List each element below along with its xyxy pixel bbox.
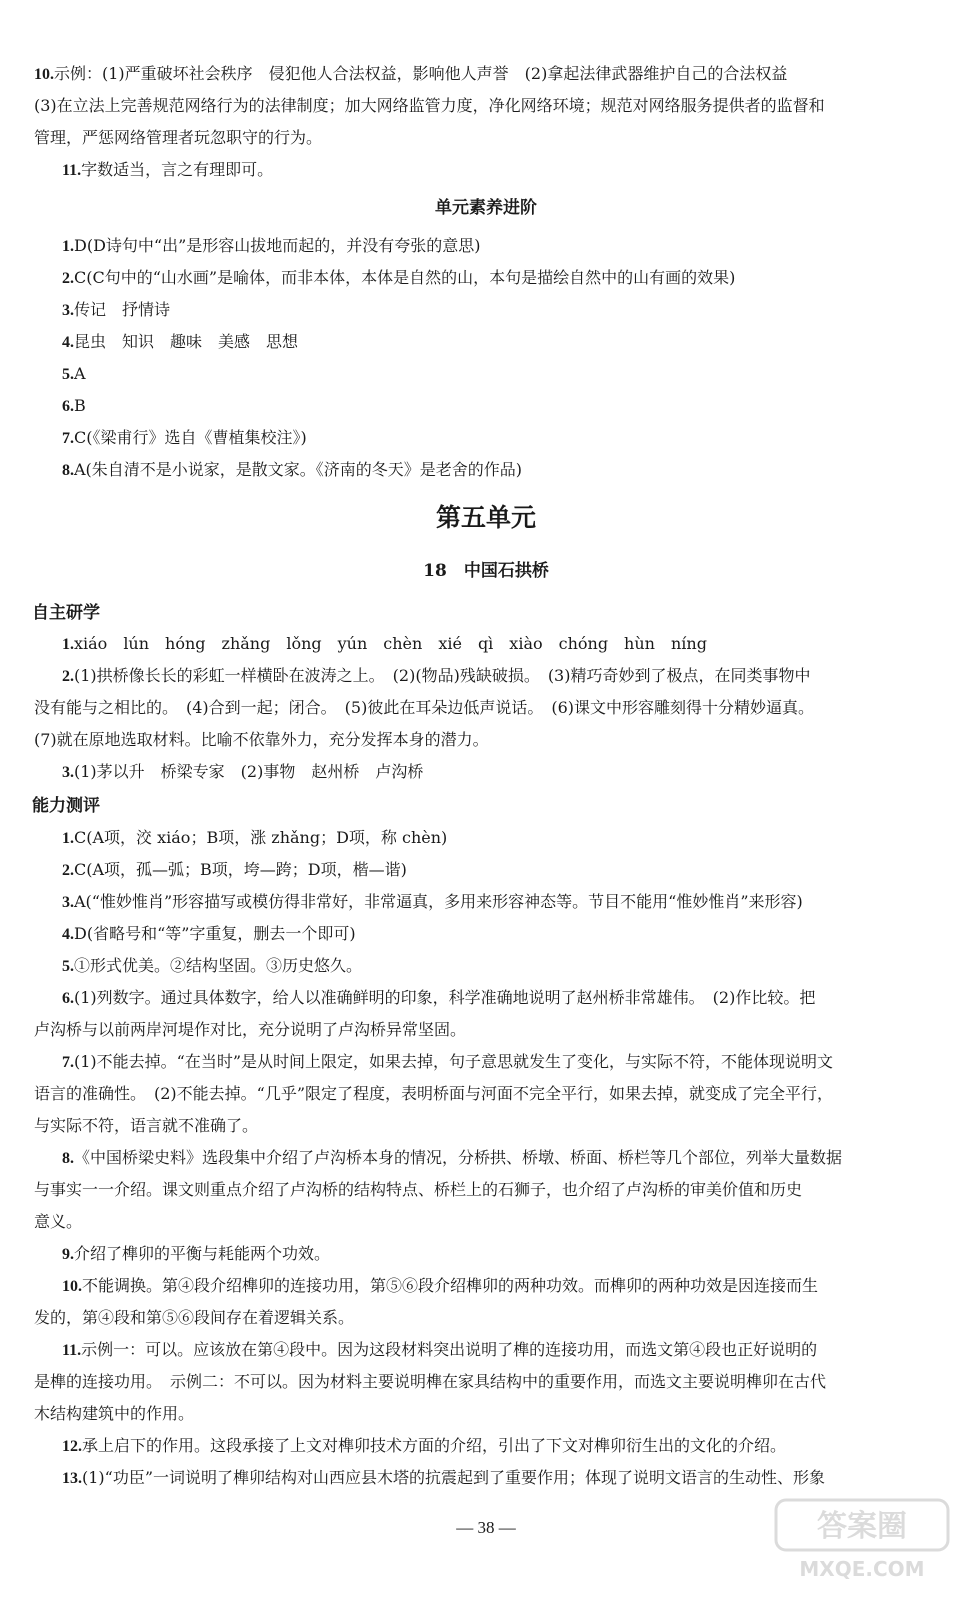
answer-line: 1.xiáo lún hóng zhǎng lǒng yún chèn xié qì xiào chóng hùn níng — [62, 634, 707, 653]
heading-ability-test: 能力测评 — [32, 796, 100, 816]
watermark-brand: 答案圈 — [817, 1509, 907, 1544]
answer-line: 3.传记 抒情诗 — [62, 300, 171, 319]
answer-line: 6.B — [62, 396, 86, 415]
answer-line: 意义。 — [34, 1212, 83, 1231]
answer-line: 2.C(A项，孤—弧；B项，垮—跨；D项，楷—谐) — [62, 860, 407, 879]
answer-line: 木结构建筑中的作用。 — [34, 1404, 195, 1423]
answer-line: 没有能与之相比的。 (4)合到一起；闭合。 (5)彼此在耳朵边低声说话。 (6)课文中形容雕刻得十分精妙逼真。 — [34, 698, 814, 717]
answer-line: 是榫的连接功用。 示例二：不可以。因为材料主要说明榫在家具结构中的重要作用，而选文主要说明榫卯在古代 — [34, 1372, 827, 1391]
answer-line: (7)就在原地选取材料。比喻不依靠外力，充分发挥本身的潜力。 — [34, 730, 489, 749]
answer-line: 与实际不符，语言就不准确了。 — [34, 1116, 259, 1135]
answer-line: 2.C(C句中的“山水画”是喻体，而非本体，本体是自然的山，本句是描绘自然中的山有画的效果) — [62, 268, 736, 287]
answer-line: 1.D(D诗句中“出”是形容山拔地而起的，并没有夸张的意思) — [62, 236, 481, 255]
answer-line: 2.(1)拱桥像长长的彩虹一样横卧在波涛之上。 (2)(物品)残缺破损。 (3)精巧奇妙到了极点，在同类事物中 — [62, 666, 811, 685]
answer-line: 5.①形式优美。②结构坚固。③历史悠久。 — [62, 956, 363, 975]
heading-self-study: 自主研学 — [32, 603, 100, 623]
answer-line: 3.(1)茅以升 桥梁专家 (2)事物 赵州桥 卢沟桥 — [62, 762, 424, 781]
answer-line: 7.C(《梁甫行》选自《曹植集校注》) — [62, 428, 307, 447]
answer-line: (3)在立法上完善规范网络行为的法律制度；加大网络监管力度，净化网络环境；规范对网络服务提供者的监督和 — [34, 96, 825, 115]
answer-line: 与事实一一介绍。课文则重点介绍了卢沟桥的结构特点、桥栏上的石狮子，也介绍了卢沟桥的审美价值和历史 — [34, 1180, 803, 1199]
answer-line: 10.示例：(1)严重破坏社会秩序 侵犯他人合法权益，影响他人声誉 (2)拿起法律武器维护自己的合法权益 — [34, 64, 788, 83]
answer-line: 11.字数适当，言之有理即可。 — [62, 160, 274, 179]
answer-line: 1.C(A项，洨 xiáo；B项，涨 zhǎng；D项，称 chèn) — [62, 828, 448, 847]
answer-line: 4.D(省略号和“等”字重复，删去一个即可) — [62, 924, 356, 943]
answer-line: 5.A — [62, 364, 86, 383]
answer-line: 10.不能调换。第④段介绍榫卯的连接功用，第⑤⑥段介绍榫卯的两种功效。而榫卯的两种功效是因连接而生 — [62, 1276, 819, 1295]
section-title-unit-literacy: 单元素养进阶 — [435, 198, 537, 218]
answer-line: 12.承上启下的作用。这段承接了上文对榫卯技术方面的介绍，引出了下文对榫卯衍生出的文化的介绍。 — [62, 1436, 787, 1455]
answer-line: 4.昆虫 知识 趣味 美感 思想 — [62, 332, 299, 351]
answer-line: 7.(1)不能去掉。“在当时”是从时间上限定，如果去掉，句子意思就发生了变化，与实际不符，不能体现说明文 — [62, 1052, 834, 1071]
answer-line: 13.(1)“功臣”一词说明了榫卯结构对山西应县木塔的抗震起到了重要作用；体现了说明文语言的生动性、形象 — [62, 1468, 826, 1487]
lesson-title: 18 中国石拱桥 — [423, 561, 549, 581]
answer-line: 8.《中国桥梁史料》选段集中介绍了卢沟桥本身的情况，分桥拱、桥墩、桥面、桥栏等几个部位，列举大量数据 — [62, 1148, 843, 1167]
answer-line: 8.A(朱自清不是小说家，是散文家。《济南的冬天》是老舍的作品) — [62, 460, 523, 479]
answer-line: 6.(1)列数字。通过具体数字，给人以准确鲜明的印象，科学准确地说明了赵州桥非常雄伟。 (2)作比较。把 — [62, 988, 816, 1007]
watermark-logo-icon — [772, 1496, 952, 1586]
page-number: — 38 — — [456, 1518, 516, 1537]
answer-line: 11.示例一：可以。应该放在第④段中。因为这段材料突出说明了榫的连接功用，而选文第④段也正好说明的 — [62, 1340, 818, 1359]
answer-line: 9.介绍了榫卯的平衡与耗能两个功效。 — [62, 1244, 331, 1263]
answer-line: 卢沟桥与以前两岸河堤作对比，充分说明了卢沟桥异常坚固。 — [34, 1020, 467, 1039]
answer-line: 语言的准确性。 (2)不能去掉。“几乎”限定了程度，表明桥面与河面不完全平行，如果去掉，就变成了完全平行， — [34, 1084, 834, 1103]
answer-line: 发的，第④段和第⑤⑥段间存在着逻辑关系。 — [34, 1308, 355, 1327]
answer-line: 管理，严惩网络管理者玩忽职守的行为。 — [34, 128, 323, 147]
unit-title: 第五单元 — [435, 503, 536, 532]
watermark-site: MXQE.COM — [799, 1557, 925, 1581]
answer-line: 3.A(“惟妙惟肖”形容描写或模仿得非常好，非常逼真，多用来形容神态等。节目不能用“惟妙惟肖”来形容) — [62, 892, 803, 911]
